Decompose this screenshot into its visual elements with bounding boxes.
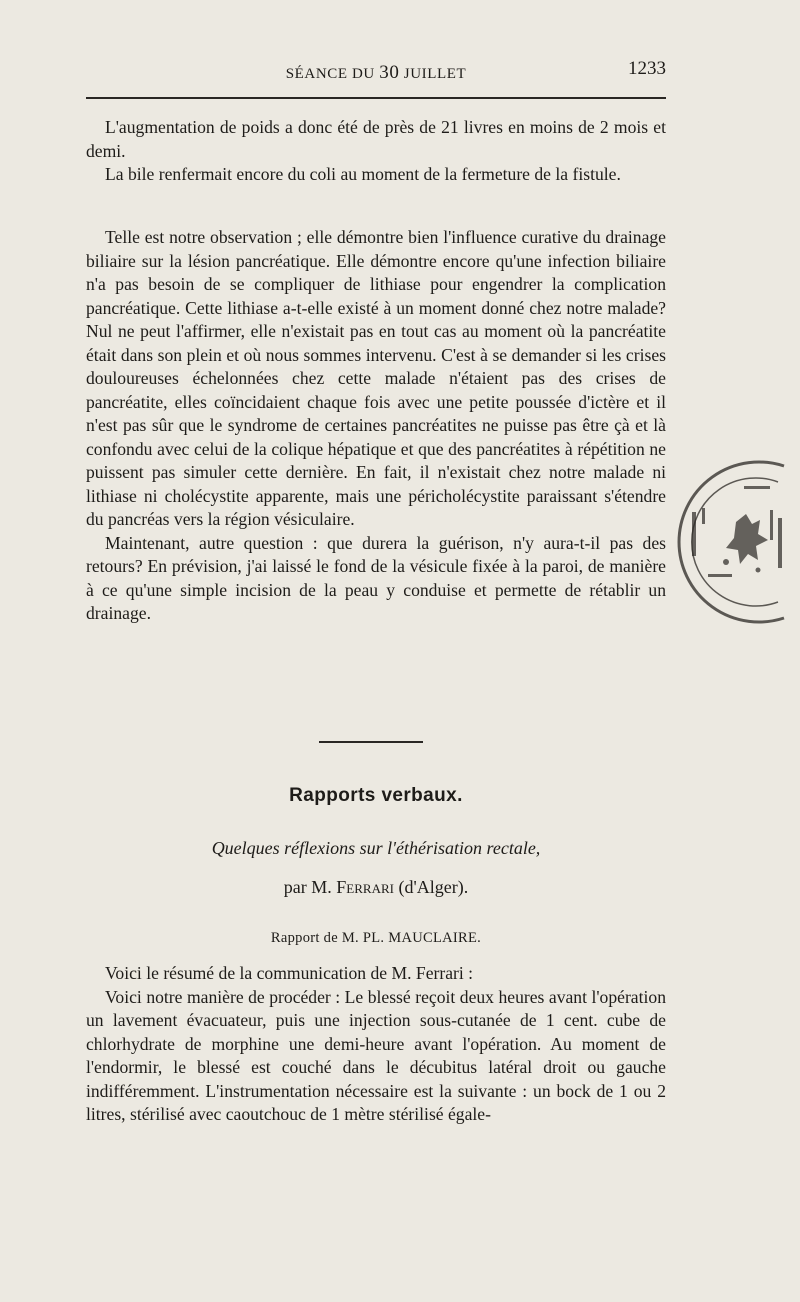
- paragraph-group-1: [86, 116, 666, 187]
- rapport-line: Rapport de M. PL. MAUCLAIRE.: [270, 930, 482, 946]
- paragraph-bile: La bile renfermait encore du coli au moment de la fermeture de la fistule.: [105, 164, 621, 184]
- paragraph-observation: Telle est notre observation ; elle démontre bien l'influence curative du drainage biliaire sur la lésion pancréatique. Elle démontre encore qu'une infection biliaire n'a pas besoin de se compliquer de lithiase pour engendrer la complication pancréatique. Cette lithiase a-t-elle existé à un moment donné chez notre malade? Nul ne peut l'affirmer, elle n'existait pas en tout cas au moment où la pancréatite était dans son plein et où nous sommes intervenu. C'est à se demander si les crises douloureuses échelonnées chez cette malade n'étaient pas des crises de pancréatite, elles coïncidaient chaque fois avec une petite poussée d'ictère et il n'est pas sûr que le syndrome de certaines pancréatites ne puisse pas être çà et là confondu avec celui de la colique hépatique et que des pancréatites à répétition ne puissent pas simuler cette dernière. En fait, il n'existait chez notre malade ni lithiase ni cholécystite apparente, mais une péricholécystite paraissant s'étendre du pancréas vers la région vésiculaire.: [86, 227, 666, 529]
- paragraph-resume: Voici le résumé de la communication de M. Ferrari :: [105, 963, 474, 983]
- author-line: par M. Ferrari (d'Alger).: [283, 877, 469, 897]
- paragraph-group-3: [86, 962, 666, 1127]
- paragraph-group-2: [86, 226, 666, 626]
- library-stamp: [674, 452, 800, 632]
- section-heading: Rapports verbaux.: [289, 785, 463, 806]
- paragraph-question: Maintenant, autre question : que durera la guérison, n'y aura-t-il pas des retours? En prévision, j'ai laissé le fond de la vésicule fixée à la paroi, de manière à ce qu'une simple incision de la peau y conduise et permette de rétablir un drainage.: [86, 532, 666, 623]
- running-title: SÉANCE DU 30 JUILLET: [285, 62, 467, 83]
- running-header: [86, 58, 666, 84]
- communication-title: Quelques réflexions sur l'éthérisation rectale,: [211, 838, 541, 858]
- header-rule: [86, 97, 666, 99]
- page-number: 1233: [628, 58, 666, 79]
- paragraph-procedure: Voici notre manière de procéder : Le blessé reçoit deux heures avant l'opération un lavement évacuateur, puis une injection sous-cutanée de 1 cent. cube de chlorhydrate de morphine une demi-heure avant l'opération. Au moment de l'endormir, le blessé est couché dans le décubitus latéral droit ou gauche indifféremment. L'instrumentation nécessaire est la suivante : un bock de 1 ou 2 litres, stérilisé avec caoutchouc de 1 mètre stérilisé égale-: [86, 986, 666, 1124]
- paragraph-weight: L'augmentation de poids a donc été de près de 21 livres en moins de 2 mois et demi.: [86, 117, 666, 161]
- author-name: Ferrari: [336, 877, 394, 897]
- section-separator: [319, 741, 423, 743]
- running-title-day: 30: [379, 62, 400, 83]
